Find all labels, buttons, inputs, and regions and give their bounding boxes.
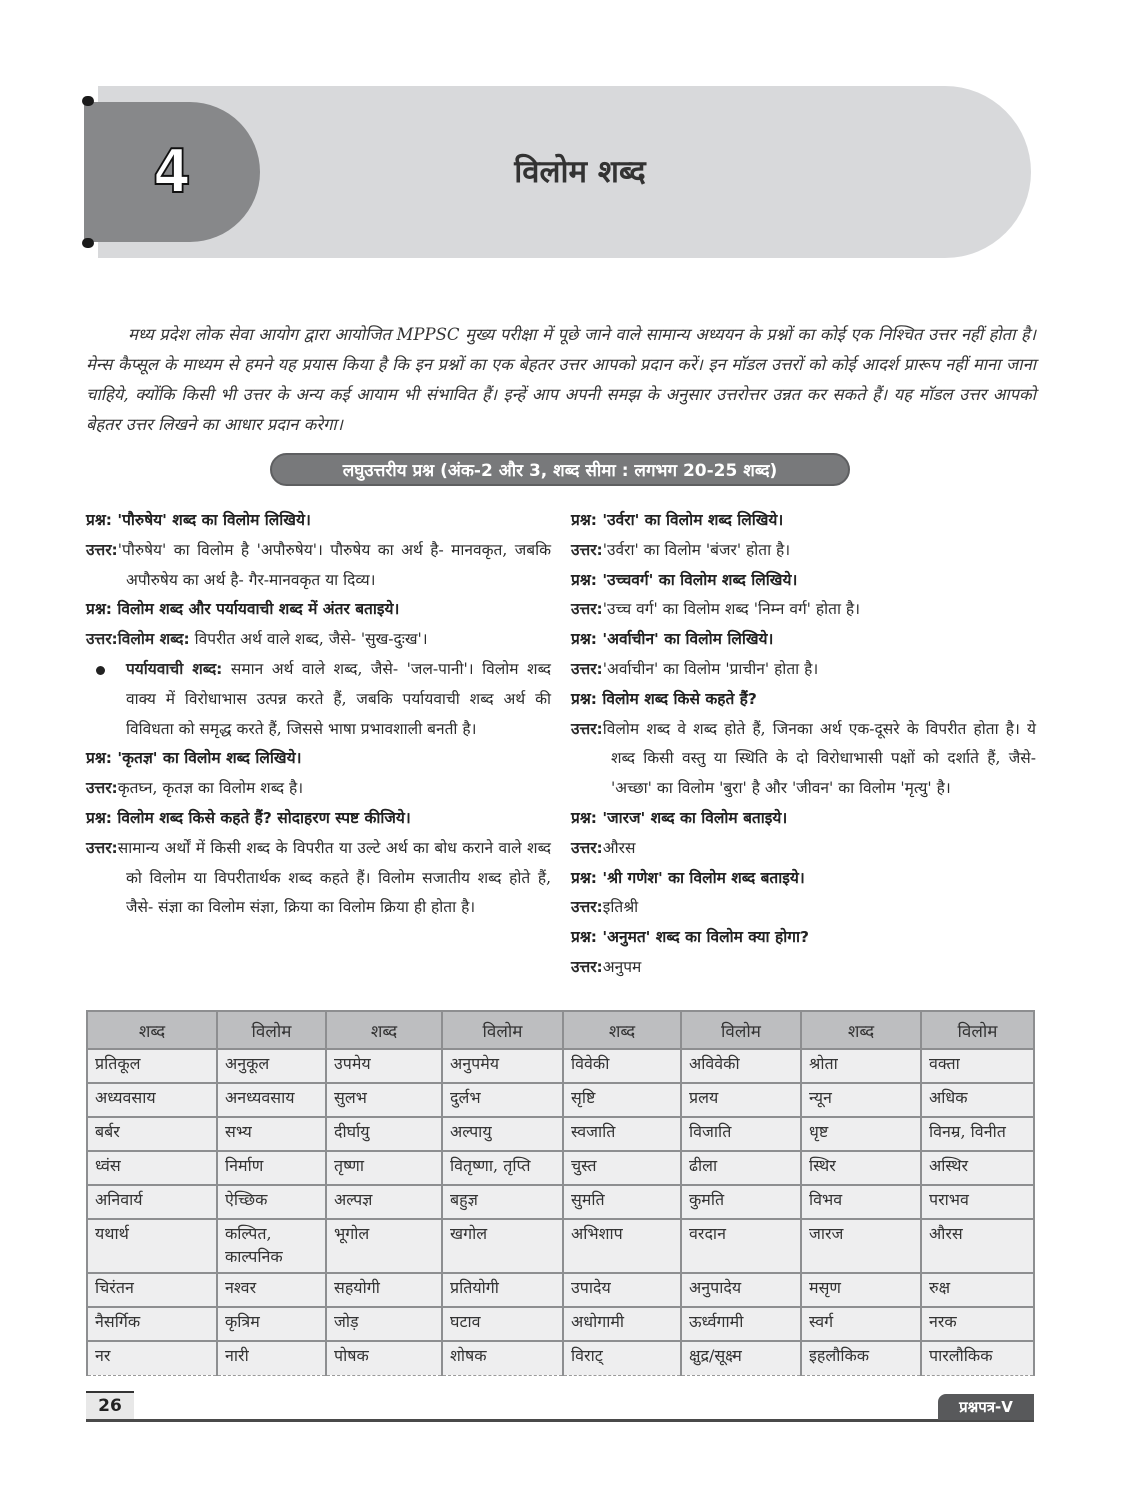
antonym-cell: अनुकूल <box>217 1049 326 1083</box>
word-cell: स्वजाति <box>563 1117 681 1151</box>
antonym-cell: वितृष्णा, तृप्ति <box>442 1151 563 1185</box>
answer <box>571 953 1036 983</box>
word-cell: जोड़ <box>326 1307 442 1341</box>
word-cell: धृष्ट <box>801 1117 921 1151</box>
answer-label: उत्तर: <box>86 540 118 559</box>
answer <box>571 715 1036 804</box>
antonym-cell: घटाव <box>442 1307 563 1341</box>
answer-label: उत्तर: <box>571 600 603 619</box>
antonym-cell: औरस <box>921 1219 1034 1273</box>
antonym-cell: पराभव <box>921 1185 1034 1219</box>
antonym-cell: नश्वर <box>217 1273 326 1307</box>
word-cell: अधोगामी <box>563 1307 681 1341</box>
antonym-cell: अल्पायु <box>442 1117 563 1151</box>
word-cell: ध्वंस <box>87 1151 217 1185</box>
table-row <box>87 1117 1034 1151</box>
word-cell: विराट् <box>563 1341 681 1375</box>
word-cell: स्वर्ग <box>801 1307 921 1341</box>
answer-text: 'पौरुषेय' का विलोम है 'अपौरुषेय'। पौरुषेय का अर्थ है- मानवकृत, जबकि अपौरुषेय का अर्थ है- गैर-मानवकृत या दिव्य। <box>117 540 551 589</box>
antonym-cell: पारलौकिक <box>921 1341 1034 1375</box>
column-header: शब्द <box>801 1011 921 1049</box>
word-cell: उपादेय <box>563 1273 681 1307</box>
answer-text: 'अर्वाचीन' का विलोम 'प्राचीन' होता है। <box>602 659 819 678</box>
antonym-cell: कल्पित, काल्पनिक <box>217 1219 326 1273</box>
table-row <box>87 1083 1034 1117</box>
question: प्रश्न: 'उच्चवर्ग' का विलोम शब्द लिखिये। <box>571 570 798 589</box>
answer-label: उत्तर: <box>571 838 603 857</box>
antonym-cell: शोषक <box>442 1341 563 1375</box>
antonym-cell: रुक्ष <box>921 1273 1034 1307</box>
word-cell: दीर्घायु <box>326 1117 442 1151</box>
left-qa-column <box>86 506 551 923</box>
answer <box>86 774 551 804</box>
answer-text: विपरीत अर्थ वाले शब्द, जैसे- 'सुख-दुःख'। <box>189 630 428 649</box>
antonym-cell: प्रलय <box>681 1083 801 1117</box>
column-header: शब्द <box>563 1011 681 1049</box>
answer-label: उत्तर: <box>86 838 118 857</box>
bullet-icon <box>96 666 105 675</box>
word-cell: इहलौकिक <box>801 1341 921 1375</box>
antonym-cell: अनुपमेय <box>442 1049 563 1083</box>
word-cell: मसृण <box>801 1273 921 1307</box>
section-heading: लघुउत्तरीय प्रश्न (अंक-2 और 3, शब्द सीमा : लगभग 20-25 शब्द) <box>270 453 850 486</box>
word-cell: विभव <box>801 1185 921 1219</box>
antonym-cell: कृत्रिम <box>217 1307 326 1341</box>
word-cell: सुलभ <box>326 1083 442 1117</box>
chapter-number: 4 <box>153 137 191 207</box>
answer-label: उत्तर: <box>571 898 603 917</box>
answer-text: 'उच्च वर्ग' का विलोम शब्द 'निम्न वर्ग' होता है। <box>602 600 860 619</box>
antonym-cell: सभ्य <box>217 1117 326 1151</box>
antonym-cell: विनम्र, विनीत <box>921 1117 1034 1151</box>
table-row <box>87 1151 1034 1185</box>
table-row <box>87 1219 1034 1273</box>
column-header: विलोम <box>442 1011 563 1049</box>
question: प्रश्न: 'जारज' शब्द का विलोम बताइये। <box>571 808 788 827</box>
word-cell: अल्पज्ञ <box>326 1185 442 1219</box>
answer-text: इतिश्री <box>602 898 639 917</box>
answer-label: उत्तर: <box>571 540 603 559</box>
table-row <box>87 1341 1034 1375</box>
column-header: विलोम <box>217 1011 326 1049</box>
word-cell: नर <box>87 1341 217 1375</box>
word-cell: तृष्णा <box>326 1151 442 1185</box>
answer <box>86 625 551 655</box>
answer-text: औरस <box>602 838 636 857</box>
antonym-cell: ढीला <box>681 1151 801 1185</box>
table-row <box>87 1185 1034 1219</box>
antonym-cell: अनुपादेय <box>681 1273 801 1307</box>
answer-label: उत्तर: <box>571 659 603 678</box>
word-cell: न्यून <box>801 1083 921 1117</box>
column-header: विलोम <box>681 1011 801 1049</box>
word-cell: सुमति <box>563 1185 681 1219</box>
right-qa-column <box>571 506 1036 983</box>
antonym-cell: अधिक <box>921 1083 1034 1117</box>
word-cell: स्थिर <box>801 1151 921 1185</box>
word-cell: चिरंतन <box>87 1273 217 1307</box>
question: प्रश्न: 'श्री गणेश' का विलोम शब्द बताइये। <box>571 868 805 887</box>
answer-term: विलोम शब्द: <box>117 630 190 649</box>
word-cell: अभिशाप <box>563 1219 681 1273</box>
question: प्रश्न: 'पौरुषेय' शब्द का विलोम लिखिये। <box>86 511 311 529</box>
question: प्रश्न: 'अर्वाचीन' का विलोम लिखिये। <box>571 630 774 649</box>
word-cell: उपमेय <box>326 1049 442 1083</box>
answer-text: 'उर्वरा' का विलोम 'बंजर' होता है। <box>602 540 791 559</box>
word-cell: चुस्त <box>563 1151 681 1185</box>
answer <box>571 655 1036 685</box>
word-cell: अध्यवसाय <box>87 1083 217 1117</box>
antonym-cell: कुमति <box>681 1185 801 1219</box>
word-cell: बर्बर <box>87 1117 217 1151</box>
word-cell: जारज <box>801 1219 921 1273</box>
answer <box>571 834 1036 864</box>
antonym-cell: नारी <box>217 1341 326 1375</box>
word-cell: विवेकी <box>563 1049 681 1083</box>
word-cell: श्रोता <box>801 1049 921 1083</box>
antonym-cell: अविवेकी <box>681 1049 801 1083</box>
antonym-cell: खगोल <box>442 1219 563 1273</box>
intro-paragraph: मध्य प्रदेश लोक सेवा आयोग द्वारा आयोजित MPPSC मुख्य परीक्षा में पूछे जाने वाले सामान्य अध्ययन के प्रश्नों का कोई एक निश्चित उत्तर नहीं होता है। मेन्स कैप्सूल के माध्यम से हमने यह प्रयास किया है कि इन प्रश्नों का एक बेहतर उत्तर आपको प्रदान करें। इन मॉडल उत्तरों को कोई आदर्श प्रारूप नहीं माना जाना चाहिये, क्योंकि किसी भी उत्तर के अन्य कई आयाम भी संभावित हैं। इन्हें आप अपनी समझ के अनुसार उत्तरोत्तर उन्नत कर सकते हैं। यह मॉडल उत्तर आपको बेहतर उत्तर लिखने का आधार प्रदान करेगा। <box>86 325 1036 434</box>
column-header: विलोम <box>921 1011 1034 1049</box>
antonym-cell: वक्ता <box>921 1049 1034 1083</box>
table-header-row <box>87 1011 1034 1049</box>
antonym-cell: अनध्यवसाय <box>217 1083 326 1117</box>
word-cell: यथार्थ <box>87 1219 217 1273</box>
answer <box>571 893 1036 923</box>
word-cell: नैसर्गिक <box>87 1307 217 1341</box>
answer-label: उत्तर: <box>86 779 118 798</box>
page-number: 26 <box>86 1391 134 1419</box>
answer <box>86 834 551 923</box>
answer-label: उत्तर: <box>86 630 118 649</box>
antonym-cell: वरदान <box>681 1219 801 1273</box>
antonym-cell: दुर्लभ <box>442 1083 563 1117</box>
answer-label: उत्तर: <box>571 957 603 976</box>
table-row <box>87 1273 1034 1307</box>
bullet-term: पर्यायवाची शब्द: <box>126 659 223 678</box>
bullet-text: समान अर्थ वाले शब्द, जैसे- 'जल-पानी'। विलोम शब्द वाक्य में विरोधाभास उत्पन्न करते हैं, जबकि पर्यायवाची शब्द अर्थ की विविधता को समृद्ध करते हैं, जिससे भाषा प्रभावशाली बनती है। <box>126 659 551 738</box>
word-cell: सहयोगी <box>326 1273 442 1307</box>
word-cell: प्रतिकूल <box>87 1049 217 1083</box>
antonym-cell: प्रतियोगी <box>442 1273 563 1307</box>
question: प्रश्न: 'अनुमत' शब्द का विलोम क्या होगा? <box>571 928 809 947</box>
answer-text: कृतघ्न, कृतज्ञ का विलोम शब्द है। <box>117 779 304 798</box>
answer <box>571 536 1036 566</box>
antonym-cell: अस्थिर <box>921 1151 1034 1185</box>
question: प्रश्न: विलोम शब्द किसे कहते हैं? <box>571 689 757 708</box>
antonym-cell: नरक <box>921 1307 1034 1341</box>
answer <box>86 536 551 596</box>
word-cell: भूगोल <box>326 1219 442 1273</box>
antonyms-table <box>86 1010 1035 1376</box>
question: प्रश्न: 'कृतज्ञ' का विलोम शब्द लिखिये। <box>86 749 302 768</box>
answer-text: सामान्य अर्थों में किसी शब्द के विपरीत या उल्टे अर्थ का बोध कराने वाले शब्द को विलोम या विपरीतार्थक शब्द कहते हैं। विलोम सजातीय शब्द होते हैं, जैसे- संज्ञा का विलोम संज्ञा, क्रिया का विलोम क्रिया ही होता है। <box>117 838 551 917</box>
chapter-number-tab <box>84 102 260 242</box>
antonym-cell: ऊर्ध्वगामी <box>681 1307 801 1341</box>
word-cell: सृष्टि <box>563 1083 681 1117</box>
answer-text: अनुपम <box>602 957 642 976</box>
antonym-cell: निर्माण <box>217 1151 326 1185</box>
question: प्रश्न: विलोम शब्द और पर्यायवाची शब्द में अंतर बताइये। <box>86 600 400 619</box>
chapter-title: विलोम शब्द <box>514 154 646 190</box>
antonym-cell: विजाति <box>681 1117 801 1151</box>
table-row <box>87 1307 1034 1341</box>
bullet-item <box>86 655 551 744</box>
question: प्रश्न: विलोम शब्द किसे कहते हैं? सोदाहरण स्पष्ट कीजिये। <box>86 808 411 827</box>
tab-cap-top <box>82 96 94 106</box>
table-row <box>87 1049 1034 1083</box>
question: प्रश्न: 'उर्वरा' का विलोम शब्द लिखिये। <box>571 511 784 529</box>
column-header: शब्द <box>326 1011 442 1049</box>
footer-divider <box>86 1419 1034 1422</box>
antonym-cell: ऐच्छिक <box>217 1185 326 1219</box>
word-cell: पोषक <box>326 1341 442 1375</box>
column-header: शब्द <box>87 1011 217 1049</box>
antonym-cell: क्षुद्र/सूक्ष्म <box>681 1341 801 1375</box>
tab-cap-bottom <box>82 238 94 248</box>
antonym-cell: बहुज्ञ <box>442 1185 563 1219</box>
word-cell: अनिवार्य <box>87 1185 217 1219</box>
paper-label: प्रश्नपत्र-V <box>938 1394 1034 1420</box>
answer <box>571 595 1036 625</box>
answer-label: उत्तर: <box>571 719 603 738</box>
answer-text: विलोम शब्द वे शब्द होते हैं, जिनका अर्थ एक-दूसरे के विपरीत होता है। ये शब्द किसी वस्तु या स्थिति के दो विरोधाभासी पक्षों को दर्शाते हैं, जैसे- 'अच्छा' का विलोम 'बुरा' है और 'जीवन' का विलोम 'मृत्यु' है। <box>602 719 1036 798</box>
